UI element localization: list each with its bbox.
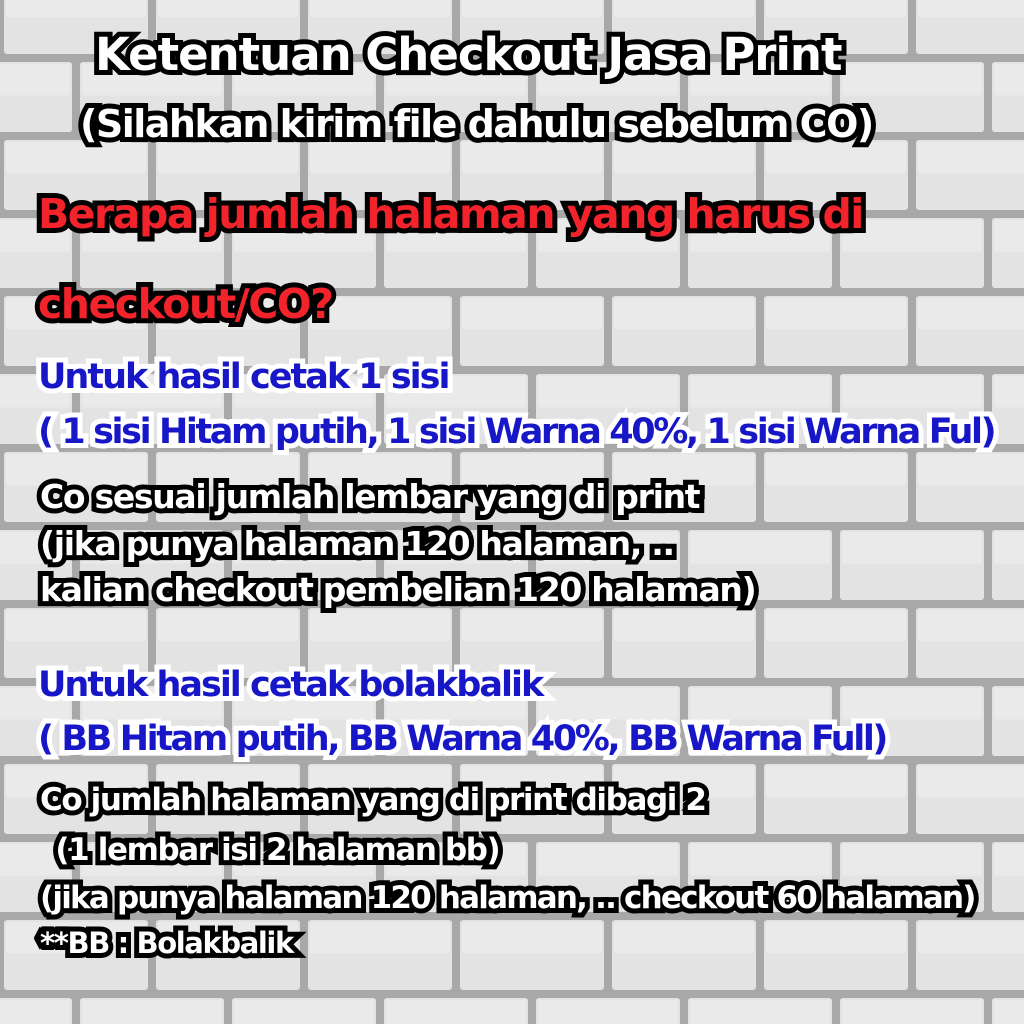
poster-subtitle: (Silahkan kirim file dahulu sebelum CO) — [80, 102, 873, 146]
double-side-options: ( BB Hitam putih, BB Warna 40%, BB Warna Full) — [38, 719, 887, 759]
single-side-options: ( 1 sisi Hitam putih, 1 sisi Warna 40%, 1 sisi Warna Ful) — [38, 412, 995, 452]
double-side-rule-line-2: (1 lembar isi 2 halaman bb) — [46, 832, 500, 868]
question-line-2: checkout/CO? — [38, 280, 333, 328]
double-side-rule-line-3: (jika punya halaman 120 halaman, .. checkout 60 halaman) — [40, 880, 975, 916]
single-side-rule-line-2: (jika punya halaman 120 halaman, .. — [40, 524, 674, 563]
double-side-footnote: **BB : Bolakbalik — [40, 926, 293, 960]
single-side-rule-line-3: kalian checkout pembelian 120 halaman) — [40, 570, 756, 609]
single-side-rule-line-1: Co sesuai jumlah lembar yang di print — [40, 477, 700, 516]
single-side-heading: Untuk hasil cetak 1 sisi — [38, 357, 449, 397]
question-line-1: Berapa jumlah halaman yang harus di — [38, 190, 863, 238]
double-side-rule-line-1: Co jumlah halaman yang di print dibagi 2 — [40, 782, 706, 818]
double-side-heading: Untuk hasil cetak bolakbalik — [38, 665, 543, 705]
poster-title: Ketentuan Checkout Jasa Print — [95, 28, 842, 81]
